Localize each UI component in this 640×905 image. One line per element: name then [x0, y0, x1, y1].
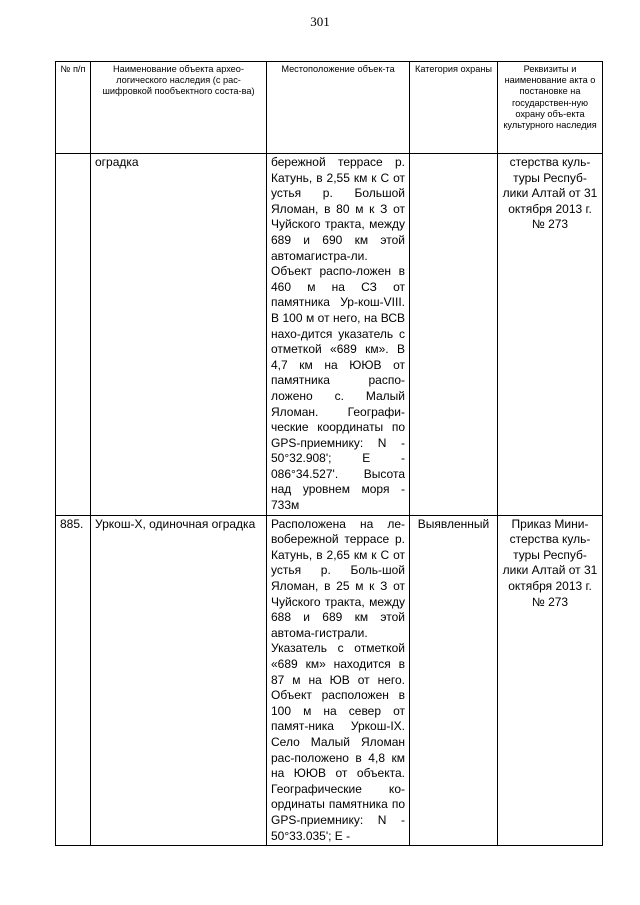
header-location: Местоположение объек-та	[267, 62, 410, 154]
header-protection-category: Категория охраны	[410, 62, 498, 154]
row-category	[410, 154, 498, 516]
row-location: бережной террасе р. Катунь, в 2,55 км к С от устья р. Большой Яломан, в 80 м к З от Чуйского тракта, между 689 и 690 км этой автомагистра-ли. Объект распо-ложен в 460 м на СЗ от памятника Ур-кош-VIII. В 100 м от него, на ВСВ нахо-дится указатель с отметкой «689 км». В 4,7 км на ЮЮВ от памятника распо-ложено с. Малый Яломан. Географи-ческие координаты по GPS-приемнику: N - 50°32.908'; Е - 086°34.527'. Высота над уровнем моря - 733м	[267, 154, 410, 516]
table-row	[56, 154, 603, 516]
header-act-requisites: Реквизиты и наименование акта о постановке на государствен-ную охрану объ-екта культурного наследия	[498, 62, 603, 154]
row-number	[56, 154, 91, 516]
table-row	[56, 515, 603, 845]
row-number: 885.	[56, 515, 91, 845]
row-requisites: стерства куль-туры Респуб-лики Алтай от 31 октября 2013 г. № 273	[498, 154, 603, 516]
page-number: 301	[310, 14, 330, 29]
row-object-name: оградка	[91, 154, 267, 516]
table-header-row	[56, 62, 603, 154]
row-location: Расположена на ле-вобережной террасе р. Катунь, в 2,65 км к С от устья р. Боль-шой Яломан, в 25 м к З от Чуйского тракта, между 688 и 689 км этой автома-гистрали. Указатель с отметкой «689 км» находится в 87 м на ЮВ от него. Объект расположен в 100 м на север от памят-ника Уркош-IX. Село Малый Яломан рас-положено в 4,8 км на ЮЮВ от объекта. Географические ко-ординаты памятника по GPS-приемнику: N - 50°33.035'; Е -	[267, 515, 410, 845]
row-object-name: Уркош-Х, одиночная оградка	[91, 515, 267, 845]
header-number: № п/п	[56, 62, 91, 154]
heritage-registry-table	[55, 61, 603, 846]
row-requisites: Приказ Мини-стерства куль-туры Респуб-лики Алтай от 31 октября 2013 г. № 273	[498, 515, 603, 845]
row-category: Выявленный	[410, 515, 498, 845]
header-object-name: Наименование объекта архео-логического наследия (с рас-шифровкой пообъектного соста-ва)	[91, 62, 267, 154]
